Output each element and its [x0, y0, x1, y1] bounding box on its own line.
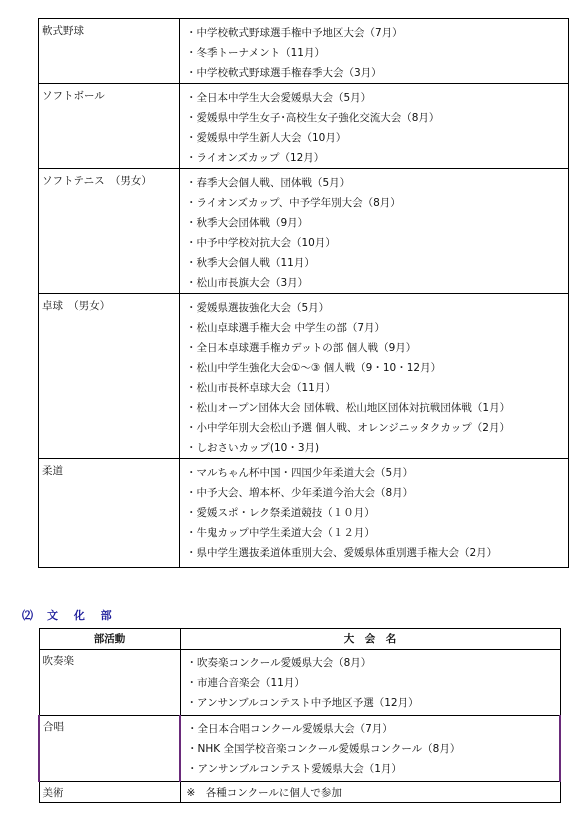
culture-rows [39, 650, 560, 803]
event-item: ・中予中学校対抗大会（10月） [186, 237, 336, 249]
event-item: ・ライオンズカップ（12月） [186, 152, 325, 164]
event-item: ・愛媛スポ・レク祭柔道競技（１０月） [186, 507, 375, 519]
event-item: ・愛媛県中学生女子･高校生女子強化交流大会（8月） [186, 112, 440, 124]
table-row [39, 294, 569, 459]
table-row [39, 716, 560, 782]
table-row [39, 459, 569, 568]
sports-club-table [38, 18, 569, 568]
header-events: 大 会 名 [180, 629, 560, 650]
event-list [180, 459, 569, 568]
event-item: ・松山オープン団体大会 団体戦、松山地区団体対抗戦団体戦（1月） [186, 402, 511, 414]
table-row [39, 782, 560, 803]
event-item: ・全日本中学生大会愛媛県大会（5月） [186, 92, 372, 104]
club-name: ソフトテニス （男女） [39, 169, 180, 294]
event-item: ・秋季大会団体戦（9月） [186, 217, 309, 229]
table-row [39, 84, 569, 169]
club-name: 軟式野球 [39, 19, 180, 84]
event-item: ・松山中学生強化大会①～③ 個人戦（9・10・12月） [186, 362, 442, 374]
section-number: ⑵ [22, 609, 33, 622]
event-item: ・ライオンズカップ、中予学年別大会（8月） [186, 197, 401, 209]
event-list [180, 294, 569, 459]
event-item: ・県中学生選抜柔道体重別大会、愛媛県体重別選手権大会（2月） [186, 547, 498, 559]
event-item: ・全日本合唱コンクール愛媛県大会（7月） [187, 723, 393, 735]
event-item: ・全日本卓球選手権カデットの部 個人戦（9月） [186, 342, 417, 354]
sports-rows [39, 19, 569, 568]
club-name: 合唱 [39, 716, 180, 782]
event-item: ・市連合音楽会（11月） [186, 677, 305, 689]
club-name: 卓球 （男女） [39, 294, 180, 459]
section-title: 文 化 部 [47, 609, 118, 622]
table-row [39, 169, 569, 294]
event-list [180, 650, 560, 716]
event-item: ・松山市長旗大会（3月） [186, 277, 309, 289]
participation-note: ※ 各種コンクールに個人で参加 [180, 782, 560, 803]
event-item: ・松山卓球選手権大会 中学生の部（7月） [186, 322, 386, 334]
event-list [180, 19, 569, 84]
event-item: ・中学校軟式野球選手権春季大会（3月） [186, 67, 382, 79]
event-item: ・春季大会個人戦、団体戦（5月） [186, 177, 351, 189]
event-item: ・中学校軟式野球選手権中予地区大会（7月） [186, 27, 403, 39]
club-name: ソフトボール [39, 84, 180, 169]
event-item: ・小中学年別大会松山予選 個人戦、オレンジニッタクカップ（2月） [186, 422, 510, 434]
event-item: ・冬季トーナメント（11月） [186, 47, 325, 59]
table-row [39, 19, 569, 84]
event-item: ・中予大会、増本杯、少年柔道今治大会（8月） [186, 487, 414, 499]
event-item: ・マルちゃん杯中国・四国少年柔道大会（5月） [186, 467, 414, 479]
club-name: 柔道 [39, 459, 180, 568]
event-item: ・秋季大会個人戦（11月） [186, 257, 315, 269]
table-row [39, 650, 560, 716]
event-item: ・愛媛県中学生新人大会（10月） [186, 132, 347, 144]
event-item: ・しおさいカップ(10・3月) [186, 442, 320, 454]
event-item: ・アンサンブルコンテスト愛媛県大会（1月） [187, 763, 402, 775]
culture-section-heading [22, 607, 118, 623]
event-list [180, 716, 560, 782]
event-item: ・吹奏楽コンクール愛媛県大会（8月） [186, 657, 372, 669]
event-item: ・愛媛県選抜強化大会（5月） [186, 302, 330, 314]
event-item: ・アンサンブルコンテスト中予地区予選（12月） [186, 697, 419, 709]
culture-header-row [39, 629, 560, 650]
club-name: 美術 [39, 782, 180, 803]
event-item: ・NHK 全国学校音楽コンクール愛媛県コンクール（8月） [187, 743, 461, 755]
event-list [180, 169, 569, 294]
culture-club-table [38, 628, 561, 803]
club-name: 吹奏楽 [39, 650, 180, 716]
event-item: ・牛鬼カップ中学生柔道大会（１２月） [186, 527, 375, 539]
header-club: 部活動 [39, 629, 180, 650]
event-item: ・松山市長杯卓球大会（11月） [186, 382, 336, 394]
event-list [180, 84, 569, 169]
